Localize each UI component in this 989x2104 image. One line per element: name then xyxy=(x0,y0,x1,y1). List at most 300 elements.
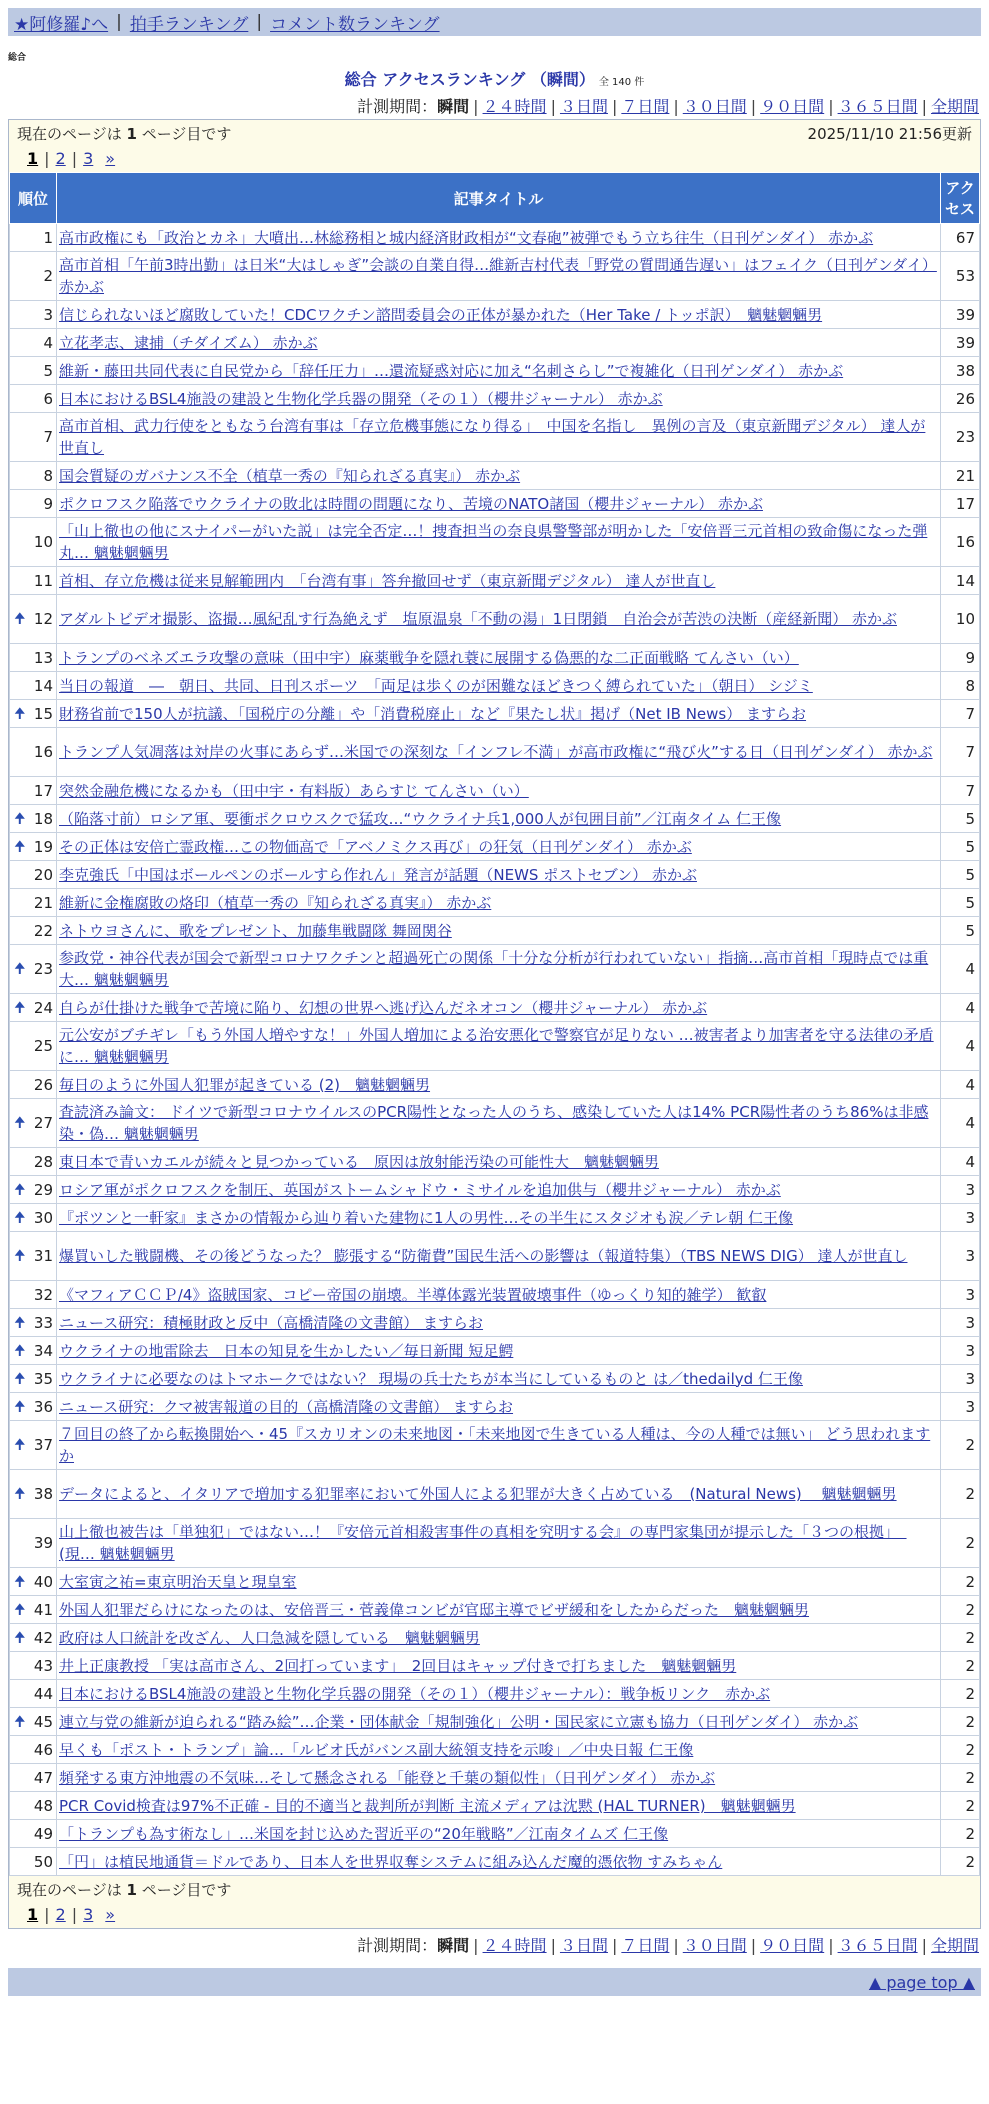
title-header: 記事タイトル xyxy=(57,173,941,224)
period-separator: | xyxy=(673,1936,679,1955)
article-link[interactable]: 「山上徹也の他にスナイパーがいた説」は完全否定…！捜査担当の奈良県警警部が明かした「安倍晋三元首相の致命傷になった弾丸… 魑魅魍魎男 xyxy=(59,522,928,562)
article-link[interactable]: 爆買いした戦闘機、その後どうなった？ 膨張する“防衛費”国民生活への影響は（報道特集）（TBS NEWS DIG） 達人が世直し xyxy=(59,1247,908,1265)
table-row xyxy=(10,490,980,518)
pager-link[interactable]: 2 xyxy=(55,1904,66,1924)
title-cell xyxy=(57,224,941,252)
table-row xyxy=(10,1652,980,1680)
rank-up-arrow-icon: 🠉 xyxy=(14,1115,26,1131)
article-link[interactable]: 山上徹也被告は「単独犯」ではない…！『安倍元首相殺害事件の真相を究明する会』の専門家集団が提示した「３つの根拠」 (現… 魑魅魍魎男 xyxy=(59,1523,907,1563)
title-cell xyxy=(57,917,941,945)
access-count: 10 xyxy=(941,595,980,644)
table-row xyxy=(10,1792,980,1820)
clap-ranking-link[interactable]: 拍手ランキング xyxy=(129,14,249,35)
article-link[interactable]: 維新・藤田共同代表に自民党から「辞任圧力」…還流疑惑対応に加え“名刺さらし”で複雑化（日刊ゲンダイ） 赤かぶ xyxy=(59,361,844,380)
rank-up-arrow-icon: 🠉 xyxy=(14,961,26,977)
access-count: 2 xyxy=(941,1820,980,1848)
current-page-text: 現在のページは 1 ページ目です xyxy=(17,1880,232,1899)
period-separator: | xyxy=(921,97,927,116)
rank-number: 42 xyxy=(33,1628,53,1647)
table-row xyxy=(10,1820,980,1848)
table-row xyxy=(10,224,980,252)
access-count: 4 xyxy=(941,1071,980,1099)
article-link[interactable]: ウクライナに必要なのはトマホークではない？ 現場の兵士たちが本当にしているものと は／thedailyd 仁王像 xyxy=(59,1369,803,1388)
title-cell xyxy=(57,357,941,385)
table-row xyxy=(10,252,980,301)
article-link[interactable]: 東日本で青いカエルが続々と見つかっている 原因は放射能汚染の可能性大 魑魅魍魎男 xyxy=(59,1152,660,1171)
access-count: 2 xyxy=(941,1708,980,1736)
table-row xyxy=(10,1708,980,1736)
rank-number: 14 xyxy=(33,676,53,695)
title-cell xyxy=(57,728,941,777)
table-row xyxy=(10,994,980,1022)
period-link[interactable]: 全期間 xyxy=(930,1936,979,1955)
access-count: 3 xyxy=(941,1232,980,1281)
pager-separator: | xyxy=(44,1904,50,1924)
access-count: 5 xyxy=(941,805,980,833)
rank-cell xyxy=(10,1764,57,1792)
rank-number: 1 xyxy=(43,228,53,247)
pager-separator: | xyxy=(44,148,50,168)
article-link[interactable]: 連立与党の維新が迫られる“踏み絵”…企業・団体献金「規制強化」公明・国民家に立憲も協力（日刊ゲンダイ） 赤かぶ xyxy=(59,1712,859,1731)
title-cell xyxy=(57,1365,941,1393)
rank-cell xyxy=(10,462,57,490)
rank-cell xyxy=(10,1393,57,1421)
table-row xyxy=(10,1736,980,1764)
pager-separator: | xyxy=(71,148,78,168)
article-link[interactable]: 首相、存立危機は従来見解範囲内 「台湾有事」答弁撤回せず（東京新聞デジタル） 達人が世直し xyxy=(59,571,716,590)
title-cell xyxy=(57,1708,941,1736)
rank-number: 25 xyxy=(33,1037,53,1055)
title-cell xyxy=(57,805,941,833)
access-count: 2 xyxy=(941,1652,980,1680)
rank-cell xyxy=(10,1596,57,1624)
table-row xyxy=(10,1071,980,1099)
rank-cell xyxy=(10,1232,57,1281)
access-count: 23 xyxy=(941,413,980,462)
pager-next-link[interactable]: » xyxy=(105,148,116,168)
pager-current: 1 xyxy=(27,1904,39,1924)
article-link[interactable]: 維新に金権腐敗の烙印（植草一秀の『知られざる真実』） 赤かぶ xyxy=(59,893,492,912)
article-link[interactable]: ウクライナの地雷除去 日本の知見を生かしたい／毎日新聞 短足鰐 xyxy=(59,1341,514,1360)
rank-cell xyxy=(10,567,57,595)
period-link[interactable]: ２４時間 xyxy=(482,1936,547,1955)
table-row xyxy=(10,1421,980,1470)
table-row xyxy=(10,1519,980,1568)
article-link[interactable]: 突然金融危機になるかも（田中宇・有料版）あらすじ てんさい（い） xyxy=(59,781,529,800)
article-link[interactable]: その正体は安倍亡霊政権…この物価高で「アベノミクス再び」の狂気（日刊ゲンダイ） 赤かぶ xyxy=(59,837,692,856)
rank-number: 16 xyxy=(33,743,53,761)
rank-number: 37 xyxy=(33,1436,53,1454)
rank-number: 36 xyxy=(33,1397,53,1416)
rank-cell xyxy=(10,1519,57,1568)
pager-link[interactable]: 3 xyxy=(83,148,94,168)
access-count: 4 xyxy=(941,1148,980,1176)
rank-number: 5 xyxy=(43,361,53,380)
rank-cell xyxy=(10,595,57,644)
access-count: 2 xyxy=(941,1848,980,1876)
nav-separator: | xyxy=(116,12,122,32)
rank-number: 41 xyxy=(33,1600,53,1619)
rank-cell xyxy=(10,1792,57,1820)
table-row xyxy=(10,462,980,490)
title-cell xyxy=(57,994,941,1022)
rank-number: 8 xyxy=(43,466,53,485)
access-count: 5 xyxy=(941,861,980,889)
title-cell xyxy=(57,945,941,994)
rank-number: 50 xyxy=(33,1852,53,1871)
title-cell xyxy=(57,301,941,329)
period-separator: | xyxy=(550,97,556,116)
top-nav-bar xyxy=(8,8,981,36)
article-link[interactable]: 査読済み論文： ドイツで新型コロナウイルスのPCR陽性となった人のうち、感染していた人は14% PCR陽性者のうち86%は非感染・偽… 魑魅魍魎男 xyxy=(59,1103,929,1143)
pager-current: 1 xyxy=(27,148,39,168)
table-row xyxy=(10,1365,980,1393)
title-cell xyxy=(57,1337,941,1365)
period-current: 瞬間 xyxy=(437,97,470,116)
title-cell xyxy=(57,1764,941,1792)
article-link[interactable]: アダルトビデオ撮影、盗撮…風紀乱す行為絶えず 塩原温泉「不動の湯」1日閉鎖 自治会が苦渋の決断（産経新聞） 赤かぶ xyxy=(59,610,897,628)
article-link[interactable]: ７回目の終了から転換開始へ・45『スカリオンの未来地図・「未来地図で生きている人種は、今の人種では無い」 どう思われますか xyxy=(59,1425,931,1465)
rank-cell xyxy=(10,1568,57,1596)
rank-up-arrow-icon: 🠉 xyxy=(14,1713,26,1730)
table-row xyxy=(10,805,980,833)
table-row xyxy=(10,1764,980,1792)
access-count: 21 xyxy=(941,462,980,490)
article-link[interactable]: 毎日のように外国人犯罪が起きている (2) 魑魅魍魎男 xyxy=(59,1075,431,1094)
article-link[interactable]: 頻発する東方沖地震の不気味…そして懸念される「能登と千葉の類似性」（日刊ゲンダイ） 赤かぶ xyxy=(59,1768,716,1787)
article-link[interactable]: データによると、イタリアで増加する犯罪率において外国人による犯罪が大きく占めている (Natural News) 魑魅魍魎男 xyxy=(59,1485,897,1503)
period-separator: | xyxy=(673,97,679,116)
article-link[interactable]: 日本におけるBSL4施設の建設と生物化学兵器の開発（その１）（櫻井ジャーナル）：戦争板リンク 赤かぶ xyxy=(59,1684,771,1703)
rank-number: 15 xyxy=(33,704,53,723)
rank-number: 20 xyxy=(33,865,53,884)
table-row xyxy=(10,301,980,329)
rank-cell xyxy=(10,1624,57,1652)
article-link[interactable]: トランプのベネズエラ攻撃の意味（田中宇）麻薬戦争を隠れ蓑に展開する偽悪的な二正面戦略 てんさい（い） xyxy=(59,648,799,667)
article-link[interactable]: ネトウヨさんに、歌をプレゼント、加藤隼戦闘隊 舞岡関谷 xyxy=(59,921,452,940)
title-cell xyxy=(57,1519,941,1568)
period-separator: | xyxy=(828,1936,834,1955)
ranking-title-row xyxy=(0,67,989,90)
article-link[interactable]: 李克強氏「中国はボールペンのボールすら作れん」発言が話題（NEWS ポストセブン） 赤かぶ xyxy=(59,865,697,884)
rank-cell xyxy=(10,490,57,518)
access-count: 4 xyxy=(941,945,980,994)
table-row xyxy=(10,595,980,644)
rank-number: 19 xyxy=(33,837,53,856)
period-selector-bottom xyxy=(0,1933,979,1956)
access-count: 17 xyxy=(941,490,980,518)
article-link[interactable]: トランプ人気凋落は対岸の火事にあらず…米国での深刻な「インフレ不満」が高市政権に“飛び火”する日（日刊ゲンダイ） 赤かぶ xyxy=(59,743,933,761)
rank-up-arrow-icon: 🠉 xyxy=(14,611,26,627)
period-separator: | xyxy=(921,1936,927,1955)
rank-number: 21 xyxy=(33,893,53,912)
rank-cell xyxy=(10,861,57,889)
access-count: 4 xyxy=(941,1022,980,1071)
title-cell xyxy=(57,595,941,644)
rank-number: 48 xyxy=(33,1796,53,1815)
rank-number: 47 xyxy=(33,1768,53,1787)
table-row xyxy=(10,672,980,700)
title-cell xyxy=(57,1393,941,1421)
rank-up-arrow-icon: 🠉 xyxy=(14,1370,26,1387)
article-link[interactable]: PCR Covid検査は97%不正確 - 目的不適当と裁判所が判断 主流メディアは沈黙 (HAL TURNER) 魑魅魍魎男 xyxy=(59,1796,796,1815)
period-link[interactable]: ３６５日間 xyxy=(837,1936,918,1955)
table-row xyxy=(10,945,980,994)
article-link[interactable]: 高市首相「午前3時出勤」は日米“大はしゃぎ”会談の自業自得…維新吉村代表「野党の質問通告遅い」はフェイク（日刊ゲンダイ） 赤かぶ xyxy=(59,256,937,296)
access-count: 26 xyxy=(941,385,980,413)
table-row xyxy=(10,1148,980,1176)
access-count: 16 xyxy=(941,518,980,567)
article-link[interactable]: 高市首相、武力行使をともなう台湾有事は「存立危機事態になり得る」 中国を名指し 異例の言及（東京新聞デジタル） 達人が世直し xyxy=(59,417,926,457)
ranking-table xyxy=(9,172,980,1876)
rank-up-arrow-icon: 🠉 xyxy=(14,705,26,722)
access-header: アクセス xyxy=(941,173,980,224)
rank-up-arrow-icon: 🠉 xyxy=(14,810,26,827)
title-cell xyxy=(57,1624,941,1652)
article-link[interactable]: ニュース研究：積極財政と反中（高橋清隆の文書館） ますらお xyxy=(59,1313,484,1332)
title-cell xyxy=(57,1848,941,1876)
page-top-link[interactable]: ▲ page top ▲ xyxy=(868,1972,975,1992)
article-link[interactable]: 《マフィアＣＣＰ/4》盗賊国家、コピー帝国の崩壊。半導体露光装置破壊事件（ゆっくり知的雑学） 歓叡 xyxy=(59,1285,767,1304)
table-row xyxy=(10,777,980,805)
table-row xyxy=(10,1470,980,1519)
period-link[interactable]: ９０日間 xyxy=(760,1936,825,1955)
table-row xyxy=(10,1022,980,1071)
article-link[interactable]: ポクロフスク陥落でウクライナの敗北は時間の問題になり、苦境のNATO諸国（櫻井ジャーナル） 赤かぶ xyxy=(59,494,763,513)
access-count: 67 xyxy=(941,224,980,252)
rank-number: 24 xyxy=(33,998,53,1017)
article-link[interactable]: 日本におけるBSL4施設の建設と生物化学兵器の開発（その１）（櫻井ジャーナル） 赤かぶ xyxy=(59,389,663,408)
rank-cell xyxy=(10,252,57,301)
current-page-text: 現在のページは 1 ページ目です xyxy=(17,124,232,143)
rank-number: 12 xyxy=(33,610,53,628)
page-info-bottom xyxy=(9,1876,980,1902)
rank-number: 43 xyxy=(33,1656,53,1675)
pager-link[interactable]: 2 xyxy=(55,148,66,168)
period-link[interactable]: ９０日間 xyxy=(760,97,825,116)
table-row xyxy=(10,1309,980,1337)
table-row xyxy=(10,1680,980,1708)
rank-cell xyxy=(10,357,57,385)
period-separator: | xyxy=(828,97,834,116)
pager-link[interactable]: 3 xyxy=(83,1904,94,1924)
access-count: 14 xyxy=(941,567,980,595)
title-cell xyxy=(57,1421,941,1470)
rank-up-arrow-icon: 🠉 xyxy=(14,1181,26,1198)
title-cell xyxy=(57,1099,941,1148)
home-link[interactable]: ★阿修羅♪へ xyxy=(14,14,109,35)
rank-cell xyxy=(10,1680,57,1708)
title-cell xyxy=(57,889,941,917)
rank-up-arrow-icon: 🠉 xyxy=(14,1629,26,1646)
article-link[interactable]: 参政党・神谷代表が国会で新型コロナワクチンと超過死亡の関係「十分な分析が行われていない」指摘…高市首相「現時点では重大… 魑魅魍魎男 xyxy=(59,949,929,989)
article-link[interactable]: 『ポツンと一軒家』まさかの情報から辿り着いた建物に1人の男性…その半生にスタジオも涙／テレ朝 仁王像 xyxy=(59,1208,794,1227)
rank-cell xyxy=(10,728,57,777)
article-link[interactable]: 早くも「ポスト・トランプ」論…「ルビオ氏がバンス副大統領支持を示唆」／中央日報 仁王像 xyxy=(59,1740,694,1759)
category-tag: 総合 xyxy=(8,53,27,63)
article-link[interactable]: 「円」は植民地通貨＝ドルであり、日本人を世界収奪システムに組み込んだ魔的憑依物 すみちゃん xyxy=(59,1852,723,1871)
period-current: 瞬間 xyxy=(437,1936,470,1955)
title-cell xyxy=(57,1736,941,1764)
article-link[interactable]: 信じられないほど腐敗していた！CDCワクチン諮問委員会の正体が暴かれた（Her Take / トッポ訳） 魑魅魍魎男 xyxy=(59,305,823,324)
rank-number: 27 xyxy=(33,1114,53,1132)
bottom-bar xyxy=(8,1968,981,1996)
rank-number: 30 xyxy=(33,1208,53,1227)
updated-time: 2025/11/10 21:56更新 xyxy=(807,124,972,143)
article-link[interactable]: 井上正康教授 「実は高市さん、2回打っています」 2回目はキャップ付きで打ちました 魑魅魍魎男 xyxy=(59,1656,737,1675)
period-link[interactable]: 全期間 xyxy=(930,97,979,116)
access-count: 2 xyxy=(941,1421,980,1470)
pager-separator: | xyxy=(71,1904,78,1924)
access-count: 2 xyxy=(941,1519,980,1568)
article-link[interactable]: 高市政権にも「政治とカネ」大噴出…林総務相と城内経済財政相が“文春砲”被弾でもう立ち往生（日刊ゲンダイ） 赤かぶ xyxy=(59,228,874,247)
title-cell xyxy=(57,777,941,805)
access-count: 5 xyxy=(941,917,980,945)
period-separator: | xyxy=(550,1936,556,1955)
rank-up-arrow-icon: 🠉 xyxy=(14,1314,26,1331)
table-row xyxy=(10,700,980,728)
rank-number: 49 xyxy=(33,1824,53,1843)
title-cell xyxy=(57,413,941,462)
table-row xyxy=(10,1337,980,1365)
access-count: 39 xyxy=(941,301,980,329)
title-cell xyxy=(57,1652,941,1680)
rank-number: 28 xyxy=(33,1152,53,1171)
article-link[interactable]: （陥落寸前）ロシア軍、要衝ポクロウスクで猛攻…“ウクライナ兵1,000人が包囲目前”／江南タイム 仁王像 xyxy=(59,809,782,828)
rank-number: 4 xyxy=(43,333,53,352)
article-link[interactable]: 自らが仕掛けた戦争で苦境に陥り、幻想の世界へ逃げ込んだネオコン（櫻井ジャーナル） 赤かぶ xyxy=(59,998,708,1017)
article-link[interactable]: ニュース研究：クマ被害報道の目的（高橋清隆の文書館） ますらお xyxy=(59,1397,514,1416)
rank-cell xyxy=(10,1736,57,1764)
access-count: 7 xyxy=(941,777,980,805)
rank-number: 7 xyxy=(43,428,53,446)
access-count: 8 xyxy=(941,672,980,700)
rank-cell xyxy=(10,1022,57,1071)
rank-up-arrow-icon: 🠉 xyxy=(14,1398,26,1415)
article-link[interactable]: 財務省前で150人が抗議、「国税庁の分離」や「消費税廃止」など『果たし状』掲げ（Net IB News） ますらお xyxy=(59,704,807,723)
table-row xyxy=(10,1204,980,1232)
access-count: 3 xyxy=(941,1204,980,1232)
rank-cell xyxy=(10,1820,57,1848)
period-link[interactable]: ３６５日間 xyxy=(837,97,918,116)
article-link[interactable]: 政府は人口統計を改ざん、人口急減を隠している 魑魅魍魎男 xyxy=(59,1628,480,1647)
table-row xyxy=(10,567,980,595)
title-cell xyxy=(57,1022,941,1071)
title-cell xyxy=(57,1680,941,1708)
article-link[interactable]: 「トランプも為す術なし」…米国を封じ込めた習近平の“20年戦略”／江南タイムズ 仁王像 xyxy=(59,1824,669,1843)
access-count: 4 xyxy=(941,1099,980,1148)
rank-number: 3 xyxy=(43,305,53,324)
rank-number: 11 xyxy=(33,571,53,590)
rank-number: 45 xyxy=(33,1712,53,1731)
rank-cell xyxy=(10,1470,57,1519)
article-link[interactable]: 国会質疑のガバナンス不全（植草一秀の『知られざる真実』） 赤かぶ xyxy=(59,466,521,485)
period-link[interactable]: ７日間 xyxy=(621,97,670,116)
rank-cell xyxy=(10,1176,57,1204)
article-link[interactable]: 外国人犯罪だらけになったのは、安倍晋三・菅義偉コンビが官邸主導でビザ緩和をしたからだった 魑魅魍魎男 xyxy=(59,1600,810,1619)
rank-number: 34 xyxy=(33,1341,53,1360)
title-cell xyxy=(57,567,941,595)
rank-cell xyxy=(10,1848,57,1876)
rank-cell xyxy=(10,518,57,567)
access-count: 3 xyxy=(941,1281,980,1309)
access-count: 53 xyxy=(941,252,980,301)
rank-number: 22 xyxy=(33,921,53,940)
access-count: 9 xyxy=(941,644,980,672)
table-row xyxy=(10,1848,980,1876)
comment-ranking-link[interactable]: コメント数ランキング xyxy=(270,14,440,35)
rank-number: 39 xyxy=(33,1534,53,1552)
table-row xyxy=(10,518,980,567)
rank-number: 40 xyxy=(33,1572,53,1591)
article-link[interactable]: 当日の報道 ― 朝日、共同、日刊スポーツ 「両足は歩くのが困難なほどきつく縛られていた」（朝日） シジミ xyxy=(59,676,813,695)
rank-number: 2 xyxy=(43,267,53,285)
rank-number: 26 xyxy=(33,1075,53,1094)
rank-cell xyxy=(10,672,57,700)
table-row xyxy=(10,917,980,945)
ranking-count: 全 140 件 xyxy=(598,77,645,88)
rank-cell xyxy=(10,917,57,945)
table-row xyxy=(10,644,980,672)
title-cell xyxy=(57,329,941,357)
period-link[interactable]: ７日間 xyxy=(621,1936,670,1955)
rank-number: 9 xyxy=(43,494,53,513)
period-label: 計測期間： xyxy=(357,97,438,116)
period-link[interactable]: ２４時間 xyxy=(482,97,547,116)
article-link[interactable]: 立花孝志、逮捕（チダイズム） 赤かぶ xyxy=(59,333,318,352)
title-cell xyxy=(57,1176,941,1204)
article-link[interactable]: 元公安がブチギレ「もう外国人増やすな！」外国人増加による治安悪化で警察官が足りない …被害者より加害者を守る法律の矛盾に… 魑魅魍魎男 xyxy=(59,1026,934,1066)
rank-header: 順位 xyxy=(10,173,57,224)
rank-cell xyxy=(10,1421,57,1470)
access-count: 3 xyxy=(941,1365,980,1393)
period-separator: | xyxy=(473,97,479,116)
access-count: 3 xyxy=(941,1176,980,1204)
rank-cell xyxy=(10,644,57,672)
rank-cell xyxy=(10,329,57,357)
period-separator: | xyxy=(473,1936,479,1955)
title-cell xyxy=(57,1204,941,1232)
period-link[interactable]: ３０日間 xyxy=(682,1936,747,1955)
rank-up-arrow-icon: 🠉 xyxy=(14,1573,26,1590)
rank-cell xyxy=(10,1652,57,1680)
rank-number: 38 xyxy=(33,1485,53,1503)
article-link[interactable]: 大室寅之祐=東京明治天皇と現皇室 xyxy=(59,1572,297,1591)
period-separator: | xyxy=(611,97,618,116)
pager-next-link[interactable]: » xyxy=(105,1904,116,1924)
rank-cell xyxy=(10,1148,57,1176)
table-row xyxy=(10,413,980,462)
table-row xyxy=(10,728,980,777)
access-count: 5 xyxy=(941,889,980,917)
rank-cell xyxy=(10,1309,57,1337)
access-count: 2 xyxy=(941,1624,980,1652)
period-link[interactable]: ３０日間 xyxy=(682,97,747,116)
period-link[interactable]: ３日間 xyxy=(559,97,608,116)
rank-cell xyxy=(10,833,57,861)
ranking-box xyxy=(8,119,981,1929)
access-count: 2 xyxy=(941,1736,980,1764)
period-link[interactable]: ３日間 xyxy=(559,1936,608,1955)
rank-number: 46 xyxy=(33,1740,53,1759)
title-cell xyxy=(57,1568,941,1596)
article-link[interactable]: ロシア軍がポクロフスクを制圧、英国がストームシャドウ・ミサイルを追加供与（櫻井ジャーナル） 赤かぶ xyxy=(59,1180,781,1199)
nav-separator: | xyxy=(256,12,263,32)
rank-cell xyxy=(10,1281,57,1309)
title-cell xyxy=(57,1596,941,1624)
access-count: 3 xyxy=(941,1337,980,1365)
table-row xyxy=(10,833,980,861)
